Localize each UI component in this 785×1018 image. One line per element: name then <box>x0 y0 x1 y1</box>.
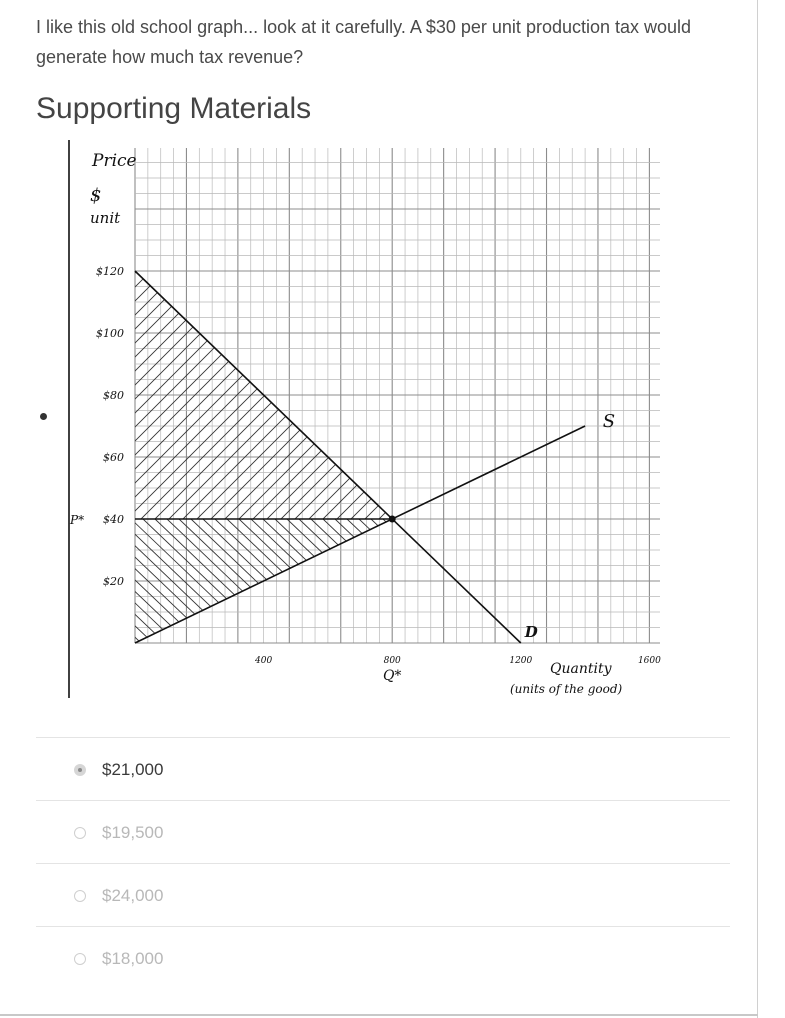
y-tick-label: $60 <box>103 451 124 464</box>
section-title: Supporting Materials <box>36 92 312 125</box>
hatch-line <box>589 269 680 519</box>
hatch-line <box>60 269 83 519</box>
hatch-line <box>253 269 503 519</box>
hatch-line <box>155 269 405 519</box>
hatch-line <box>365 269 615 519</box>
hatch-line <box>60 269 251 519</box>
y-axis-label-price: Price <box>92 151 137 171</box>
radio-button[interactable] <box>74 827 86 839</box>
y-tick-label: $100 <box>96 327 124 340</box>
hatch-line <box>505 269 680 519</box>
q-star-label: Q* <box>382 668 402 684</box>
hatch-line <box>323 269 573 519</box>
hatch-line <box>60 519 69 643</box>
supply-demand-graph <box>60 138 680 703</box>
hatch-line <box>617 269 680 519</box>
x-axis-label-units: (units of the good) <box>510 682 623 696</box>
grid <box>135 148 660 643</box>
hatch-line <box>295 269 545 519</box>
hatch-line <box>99 269 349 519</box>
hatch-line <box>351 269 601 519</box>
hatch-line <box>491 269 680 519</box>
hatch-line <box>309 269 559 519</box>
hatch-line <box>60 519 105 643</box>
hatch-line <box>127 269 377 519</box>
p-star-label: P* <box>70 513 85 527</box>
hatch-line <box>60 269 195 519</box>
hatch-line <box>337 269 587 519</box>
question-text: I like this old school graph... look at it carefully. A $30 per unit production tax would generate how much tax revenue? <box>36 17 692 67</box>
panel-bottom-border <box>0 1014 758 1016</box>
demand-label: D <box>524 623 538 641</box>
list-bullet <box>40 413 47 420</box>
hatch-line <box>449 269 680 519</box>
hatch-line <box>631 269 680 519</box>
divider <box>36 800 730 801</box>
answer-option-2[interactable] <box>74 815 163 851</box>
y-tick-label: $80 <box>103 389 124 402</box>
answer-option-3[interactable] <box>74 878 163 914</box>
x-tick-label: 1600 <box>637 656 661 666</box>
supply-label: S <box>602 410 616 432</box>
answer-label: $21,000 <box>102 760 164 779</box>
hatch-line <box>281 269 531 519</box>
hatch-line <box>211 269 461 519</box>
answer-option-4[interactable] <box>74 941 163 977</box>
x-tick-label: 1200 <box>509 656 533 666</box>
hatch-line <box>197 269 447 519</box>
y-axis-label-dollar: $ <box>90 185 102 206</box>
hatch-line <box>603 269 680 519</box>
chart-svg <box>60 138 680 703</box>
hatch-line <box>671 519 680 643</box>
panel-right-border <box>757 0 758 1018</box>
hatch-line <box>60 519 81 643</box>
hatch-line <box>60 269 279 519</box>
hatch-line <box>659 519 680 643</box>
answer-label: $19,500 <box>102 823 164 842</box>
hatch-line <box>645 269 680 519</box>
radio-button[interactable] <box>74 764 86 776</box>
x-tick-label: 400 <box>255 656 273 666</box>
hatch-line <box>60 269 97 519</box>
hatch-line <box>407 269 657 519</box>
hatch-line <box>60 519 93 643</box>
hatch-line <box>659 269 680 519</box>
equilibrium-point <box>389 516 396 523</box>
hatch-line <box>60 269 69 519</box>
y-tick-label: $120 <box>96 265 124 278</box>
y-tick-label: $20 <box>103 575 124 588</box>
hatch-line <box>673 269 680 519</box>
hatch-line <box>169 269 419 519</box>
hatch-line <box>533 269 680 519</box>
consumer-surplus-hatching <box>60 269 680 519</box>
hatch-line <box>183 269 433 519</box>
hatch-line <box>60 269 139 519</box>
hatch-line <box>60 269 307 519</box>
answer-label: $18,000 <box>102 949 164 968</box>
hatch-line <box>575 269 680 519</box>
hatch-line <box>379 269 629 519</box>
radio-button[interactable] <box>74 953 86 965</box>
hatch-line <box>561 269 680 519</box>
y-tick-label: $40 <box>103 513 124 526</box>
answer-option-1[interactable] <box>74 752 163 788</box>
hatch-line <box>60 519 141 643</box>
hatch-line <box>547 269 680 519</box>
hatch-line <box>60 269 293 519</box>
radio-button[interactable] <box>74 890 86 902</box>
answer-label: $24,000 <box>102 886 164 905</box>
hatch-line <box>60 269 223 519</box>
hatch-line <box>519 269 680 519</box>
divider <box>36 926 730 927</box>
x-axis-label-quantity: Quantity <box>550 661 612 677</box>
x-tick-label: 800 <box>383 656 401 666</box>
divider <box>36 737 730 738</box>
y-axis-label-unit: unit <box>90 209 121 227</box>
divider <box>36 863 730 864</box>
